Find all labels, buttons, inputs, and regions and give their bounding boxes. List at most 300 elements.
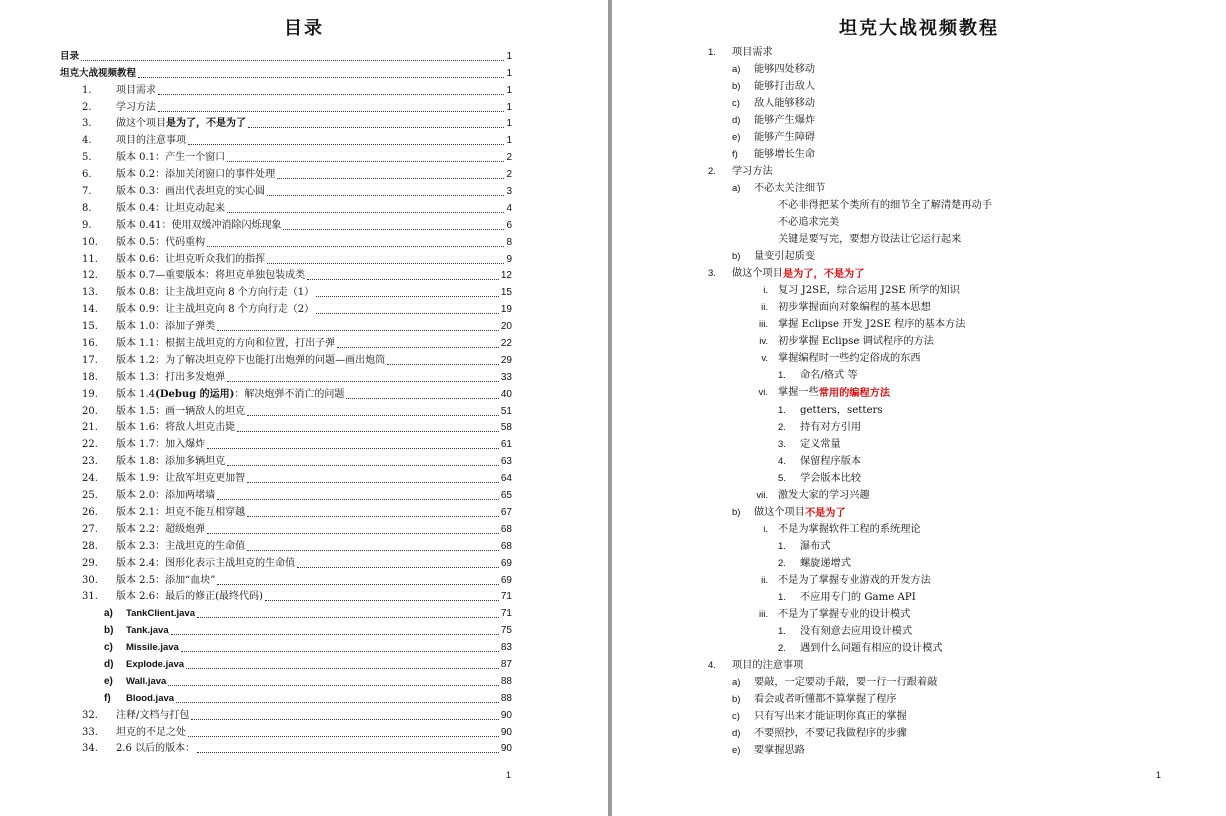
outline-marker: d) [732,728,741,740]
outline-marker: b) [732,506,741,518]
toc-entry-page: 63 [500,456,512,468]
toc-dot-leader [316,313,499,314]
toc-dot-leader [337,347,499,348]
outline-text: 项目需求 [732,46,773,58]
outline-item [708,675,1208,692]
toc-entry-number: 6. [82,169,92,181]
toc-dot-leader [197,617,499,618]
toc-entry[interactable] [60,688,512,705]
toc-entry-number: 15. [82,321,98,333]
toc-entry-title [116,338,335,350]
outline-list [708,44,1208,760]
toc-entry[interactable] [60,637,512,654]
toc-entry-number: 1. [82,84,92,96]
outline-text: 关键是要写完，要想方设法让它运行起来 [778,234,962,246]
outline-text: 持有对方引用 [800,421,862,433]
toc-entry-page: 83 [500,642,512,654]
toc-entry-number: 7. [82,186,92,198]
toc-entry-text: 版本 2.2：超级炮弹 [116,523,206,535]
toc-entry[interactable] [60,164,512,181]
toc-entry[interactable] [60,570,512,587]
outline-marker: 4. [778,455,786,467]
toc-entry-text: 版本 2.5：添加“血块” [116,574,216,586]
toc-entry-title [116,254,265,266]
toc-entry-page: 71 [500,608,512,620]
outline-item [708,470,1208,487]
toc-entry-title [116,118,246,130]
toc-entry-page: 90 [500,726,512,738]
outline-marker: 3. [708,268,716,280]
toc-entry[interactable] [60,350,512,367]
toc-entry[interactable] [60,130,512,147]
toc-entry-number: d) [104,658,114,670]
toc-dot-leader [81,60,504,61]
outline-marker: b) [732,251,741,263]
toc-entry-page: 22 [500,338,512,350]
toc-dot-leader [158,94,504,95]
outline-marker: 2. [778,421,786,433]
outline-text: 命名/格式 等 [800,370,858,382]
toc-entry-text: 版本 0.41：使用双缓冲消除闪烁现象 [116,219,282,231]
toc-entry[interactable] [60,384,512,401]
toc-dot-leader [186,668,499,669]
outline-item [708,436,1208,453]
outline-text: 能够打击敌人 [754,80,816,92]
toc-entry[interactable] [60,333,512,350]
outline-text: 螺旋递增式 [800,557,851,569]
outline-marker: e) [732,745,741,757]
outline-text: 不应用专门的 Game API [800,592,916,604]
outline-text: 能够四处移动 [754,63,816,75]
toc-entry[interactable] [60,451,512,468]
toc-entry[interactable] [60,249,512,266]
toc-entry[interactable] [60,147,512,164]
toc-entry-text: 注释/文档与打包 [116,709,190,721]
outline-item [708,232,1208,249]
toc-entry[interactable] [60,468,512,485]
outline-marker: a) [732,63,741,75]
toc-entry-text: 2.6 以后的版本： [116,743,196,755]
toc-entry[interactable] [60,502,512,519]
toc-entry-number: 10. [82,236,98,248]
outline-text: 看会或者听懂都不算掌握了程序 [754,694,897,706]
outline-text: 遇到什么问题有相应的设计模式 [800,643,943,655]
outline-marker: i. [763,523,768,535]
toc-entry-title [116,524,205,536]
outline-text: 不是为了掌握专业游戏的开发方法 [778,574,931,586]
outline-marker: d) [732,114,741,126]
toc-entry-text: 版本 0.2：添加关闭窗口的事件处理 [116,169,276,181]
toc-entry-page: 69 [500,557,512,569]
toc-entry-text: 项目的注意事项 [116,135,186,147]
toc-entry-page: 29 [500,354,512,366]
outline-marker: v. [761,353,768,365]
outline-text: 能够产生障碍 [754,131,816,143]
outline-item [708,641,1208,658]
toc-entry-page: 88 [500,692,512,704]
outline-item [708,249,1208,266]
toc-entry[interactable] [60,299,512,316]
toc-entry-page: 64 [500,473,512,485]
toc-entry-title [116,372,225,384]
outline-item [708,334,1208,351]
toc-entry[interactable] [60,114,512,131]
outline-marker: 2. [778,557,786,569]
outline-marker: vi. [758,387,768,399]
toc-entry-number: a) [104,608,113,620]
toc-entry-number: b) [104,625,114,637]
toc-entry-title [116,152,225,164]
outline-marker: 1. [778,540,786,552]
toc-entry[interactable] [60,80,512,97]
outline-item [708,453,1208,470]
outline-text: 不是为了掌握专业的设计模式 [778,609,911,621]
toc-entry[interactable] [60,418,512,435]
toc-entry-page: 51 [500,405,512,417]
outline-item [708,283,1208,300]
outline-item [708,129,1208,146]
outline-text: 不必非得把某个类所有的细节全了解清楚再动手 [778,199,992,211]
toc-entry-page: 69 [500,574,512,586]
toc-entry-text: 版本 0.8：让主战坦克向 8 个方向行走（1） [116,287,315,299]
toc-entry-text: 版本 2.6：最后的修正(最终代码) [116,591,263,603]
toc-entry[interactable] [60,671,512,688]
toc-entry-title [116,406,245,418]
toc-entry[interactable] [60,536,512,553]
toc-entry-text: 版本 0.3：画出代表坦克的实心圆 [116,186,266,198]
toc-entry-page: 61 [500,439,512,451]
toc-entry-title [126,693,174,705]
toc-dot-leader [227,381,499,382]
outline-marker: c) [732,97,740,109]
toc-entry-number: 29. [82,557,98,569]
outline-text: 激发大家的学习兴趣 [778,489,870,501]
outline-marker: f) [732,148,738,160]
toc-entry[interactable] [60,181,512,198]
toc-entry-number: c) [104,642,113,654]
toc-entry[interactable] [60,739,512,756]
toc-entry-text: 版本 0.1：产生一个窗口 [116,152,226,164]
toc-dot-leader [158,111,504,112]
outline-text: 敌人能够移动 [754,97,816,109]
outline-item [708,112,1208,129]
outline-highlight: 是为了，不是为了 [782,268,865,281]
outline-text: 不要照抄，不要记我做程序的步骤 [754,728,907,740]
toc-entry-title [116,304,314,316]
toc-entry-page: 6 [506,219,512,231]
toc-dot-leader [207,533,499,534]
toc-entry-title [116,575,215,587]
toc-entry-number: e) [104,675,113,687]
toc-entry-number: 30. [82,574,98,586]
toc-entry-text: 版本 1.9：让敌军坦克更加智 [116,473,246,485]
toc-entry-title [116,186,265,198]
outline-marker: 1. [778,592,786,604]
toc-entry-text: 版本 1.2：为了解决坦克停下也能打出炮弹的问题—画出炮筒 [116,354,386,366]
outline-marker: ii. [761,302,768,314]
toc-entry-page: 90 [500,709,512,721]
outline-text: 掌握 Eclipse 开发 J2SE 程序的基本方法 [778,319,966,331]
outline-item [708,658,1208,675]
toc-entry[interactable] [60,603,512,620]
outline-text: 没有刻意去应用设计模式 [800,626,913,638]
outline-item [708,300,1208,317]
toc-entry-title [116,710,189,722]
outline-marker: b) [732,80,741,92]
outline-marker: 1. [778,626,786,638]
toc-dot-leader [217,330,499,331]
toc-entry-title [116,558,295,570]
toc-entry-text: 坦克的不足之处 [116,726,186,738]
toc-entry-text: 学习方法 [116,101,156,113]
toc-entry-title [116,85,156,97]
toc-dot-leader [277,178,504,179]
toc-dot-leader [217,499,499,500]
toc-entry-title [116,237,205,249]
toc-entry-page: 3 [506,186,512,198]
toc-entry-number: 25. [82,490,98,502]
outline-marker: 2. [778,643,786,655]
outline-text: 初步掌握 Eclipse 调试程序的方法 [778,336,934,348]
toc-dot-leader [171,634,499,635]
toc-dot-leader [346,398,499,399]
outline-item [708,572,1208,589]
toc-dot-leader [283,229,504,230]
toc-dot-leader [237,431,499,432]
toc-dot-leader [387,364,499,365]
outline-item [708,146,1208,163]
toc-entry-page: 2 [506,152,512,164]
toc-dot-leader [267,195,504,196]
toc-entry-title [116,490,215,502]
outline-text: 能够产生爆炸 [754,114,816,126]
toc-entry-emphasis: 是为了，不是为了 [166,118,246,130]
toc-entry-number: 19. [82,388,98,400]
outline-highlight: 常用的编程方法 [818,387,891,400]
toc-dot-leader [188,736,499,737]
outline-text: 瀑布式 [800,540,831,552]
toc-entry-page: 19 [500,304,512,316]
outline-marker: i. [763,285,768,297]
toc-entry-page: 2 [506,169,512,181]
toc-entry[interactable] [60,654,512,671]
outline-item [708,78,1208,95]
toc-entry[interactable] [60,198,512,215]
toc-entry[interactable] [60,519,512,536]
toc-dot-leader [181,651,499,652]
toc-entry-number: 17. [82,354,98,366]
toc-entry-page: 1 [506,67,512,79]
outline-text: 掌握编程时一些约定俗成的东西 [778,353,921,365]
toc-entry-page: 68 [500,523,512,535]
outline-text: 要掌握思路 [754,745,805,757]
toc-dot-leader [247,482,499,483]
outline-text: 学会版本比较 [800,472,862,484]
outline-marker: 5. [778,472,786,484]
toc-entry[interactable] [60,620,512,637]
outline-marker: a) [732,677,741,689]
toc-entry[interactable] [60,282,512,299]
toc-entry-number: 16. [82,338,98,350]
toc-entry[interactable] [60,722,512,739]
toc-entry-page: 90 [500,743,512,755]
outline-highlight: 不是为了 [804,506,846,519]
outline-text: 不必追求完美 [778,216,840,228]
toc-entry-number: 9. [82,219,92,231]
outline-marker: c) [732,711,740,723]
toc-dot-leader [207,448,499,449]
toc-entry-title [126,608,195,620]
toc-entry[interactable] [60,553,512,570]
toc-entry-text: 版本 0.4：让坦克动起来 [116,202,226,214]
toc-entry-number: 22. [82,439,98,451]
outline-item [708,214,1208,231]
outline-item [708,607,1208,624]
toc-dot-leader [227,212,504,213]
toc-entry-page: 9 [506,253,512,265]
toc-entry[interactable] [60,367,512,384]
toc-entry-page: 71 [500,591,512,603]
toc-entry[interactable] [60,97,512,114]
toc-entry-title [116,102,156,114]
toc-entry-number: 26. [82,506,98,518]
toc-entry-number: 24. [82,473,98,485]
outline-item [708,555,1208,572]
toc-dot-leader [248,127,504,128]
toc-entry-title [116,287,314,299]
toc-entry-title [116,473,245,485]
toc-entry[interactable] [60,215,512,232]
outline-text: 项目的注意事项 [732,660,804,672]
toc-entry-title [116,169,275,181]
toc-entry-page: 4 [506,202,512,214]
toc-dot-leader [197,752,499,753]
toc-entry-text: 坦克大战视频教程 [60,67,137,79]
toc-entry[interactable] [60,587,512,604]
toc-entry-number: 21. [82,422,98,434]
toc-entry-page: 1 [506,84,512,96]
toc-entry-text: Wall.java [126,675,167,687]
outline-item [708,180,1208,197]
toc-entry-text: 版本 1.5：画一辆敌人的坦克 [116,405,246,417]
toc-entry-title [126,625,169,637]
outline-item [708,197,1208,214]
toc-dot-leader [307,279,499,280]
toc-dot-leader [316,296,499,297]
toc-entry-title [116,422,235,434]
toc-entry[interactable] [60,46,512,63]
toc-dot-leader [188,144,504,145]
toc-entry-text: Missile.java [126,642,179,654]
toc-entry-page: 75 [500,625,512,637]
outline-item [708,351,1208,368]
toc-entry-title [116,389,344,401]
toc-entry[interactable] [60,232,512,249]
toc-dot-leader [138,77,504,78]
toc-dot-leader [227,161,504,162]
toc-entry-number: 2. [82,101,92,113]
toc-entry-page: 58 [500,422,512,434]
outline-item [708,368,1208,385]
toc-entry[interactable] [60,316,512,333]
toc-entry[interactable] [60,485,512,502]
toc-entry-text: 版本 1.0：添加子弹类 [116,321,216,333]
toc-dot-leader [247,415,499,416]
outline-text: 初步掌握面向对象编程的基本思想 [778,302,931,314]
toc-entry[interactable] [60,401,512,418]
outline-marker: iii. [759,609,768,621]
toc-entry-title [126,659,184,671]
outline-marker: iv. [759,336,768,348]
toc-entry-page: 20 [500,321,512,333]
outline-marker: iii. [759,319,768,331]
toc-entry-page: 1 [506,118,512,130]
toc-entry-text: 版本 0.9：让主战坦克向 8 个方向行走（2） [116,304,315,316]
outline-marker: a) [732,182,741,194]
outline-item [708,521,1208,538]
outline-item [708,44,1208,61]
toc-dot-leader [247,550,499,551]
outline-text: 复习 J2SE，综合运用 J2SE 所学的知识 [778,285,960,297]
toc-entry[interactable] [60,434,512,451]
outline-item [708,726,1208,743]
toc-entry-title [116,355,385,367]
toc-entry-page: 68 [500,540,512,552]
outline-item [708,590,1208,607]
toc-dot-leader [227,465,499,466]
toc-entry-text: 目录 [60,50,80,62]
page-number: 1 [1156,770,1162,780]
outline-text: 保留程序版本 [800,455,862,467]
toc-entry-title [126,642,179,654]
toc-entry-number: 11. [82,253,98,265]
toc-entry-text: 版本 2.0：添加两堵墙 [116,490,216,502]
toc-entry-title [116,456,225,468]
outline-item [708,61,1208,78]
toc-dot-leader [267,263,504,264]
toc-entry-number: 23. [82,456,98,468]
outline-item [708,317,1208,334]
toc-entry-text: 做这个项目 [116,118,166,130]
outline-item [708,624,1208,641]
toc-entry-number: 33. [82,726,98,738]
outline-marker: 2. [708,165,716,177]
toc-entry-title [126,676,166,688]
toc-entry-title [116,541,245,553]
outline-marker: 1. [778,404,786,416]
toc-entry-text: Explode.java [126,658,185,670]
toc-entry[interactable] [60,705,512,722]
page-title: 坦克大战视频教程 [839,18,999,39]
toc-entry-text: Tank.java [126,625,169,637]
toc-entry-page: 65 [500,490,512,502]
outline-text: 量变引起质变 [754,251,816,263]
outline-text: 掌握一些 [778,387,819,399]
toc-entry[interactable] [60,63,512,80]
toc-entry-page: 1 [506,135,512,147]
toc-entry-number: 27. [82,523,98,535]
outline-item [708,743,1208,760]
toc-entry[interactable] [60,266,512,283]
toc-page [0,0,608,816]
toc-entry-text-tail: ：解决炮弹不消亡的问题 [234,388,345,400]
toc-entry-page: 67 [500,506,512,518]
outline-text: 要敲，一定要动手敲，要一行一行跟着敲 [754,677,938,689]
outline-text: 不必太关注细节 [754,182,826,194]
outline-marker: b) [732,694,741,706]
toc-entry-text: TankClient.java [126,608,195,620]
toc-entry-number: f) [104,692,111,704]
